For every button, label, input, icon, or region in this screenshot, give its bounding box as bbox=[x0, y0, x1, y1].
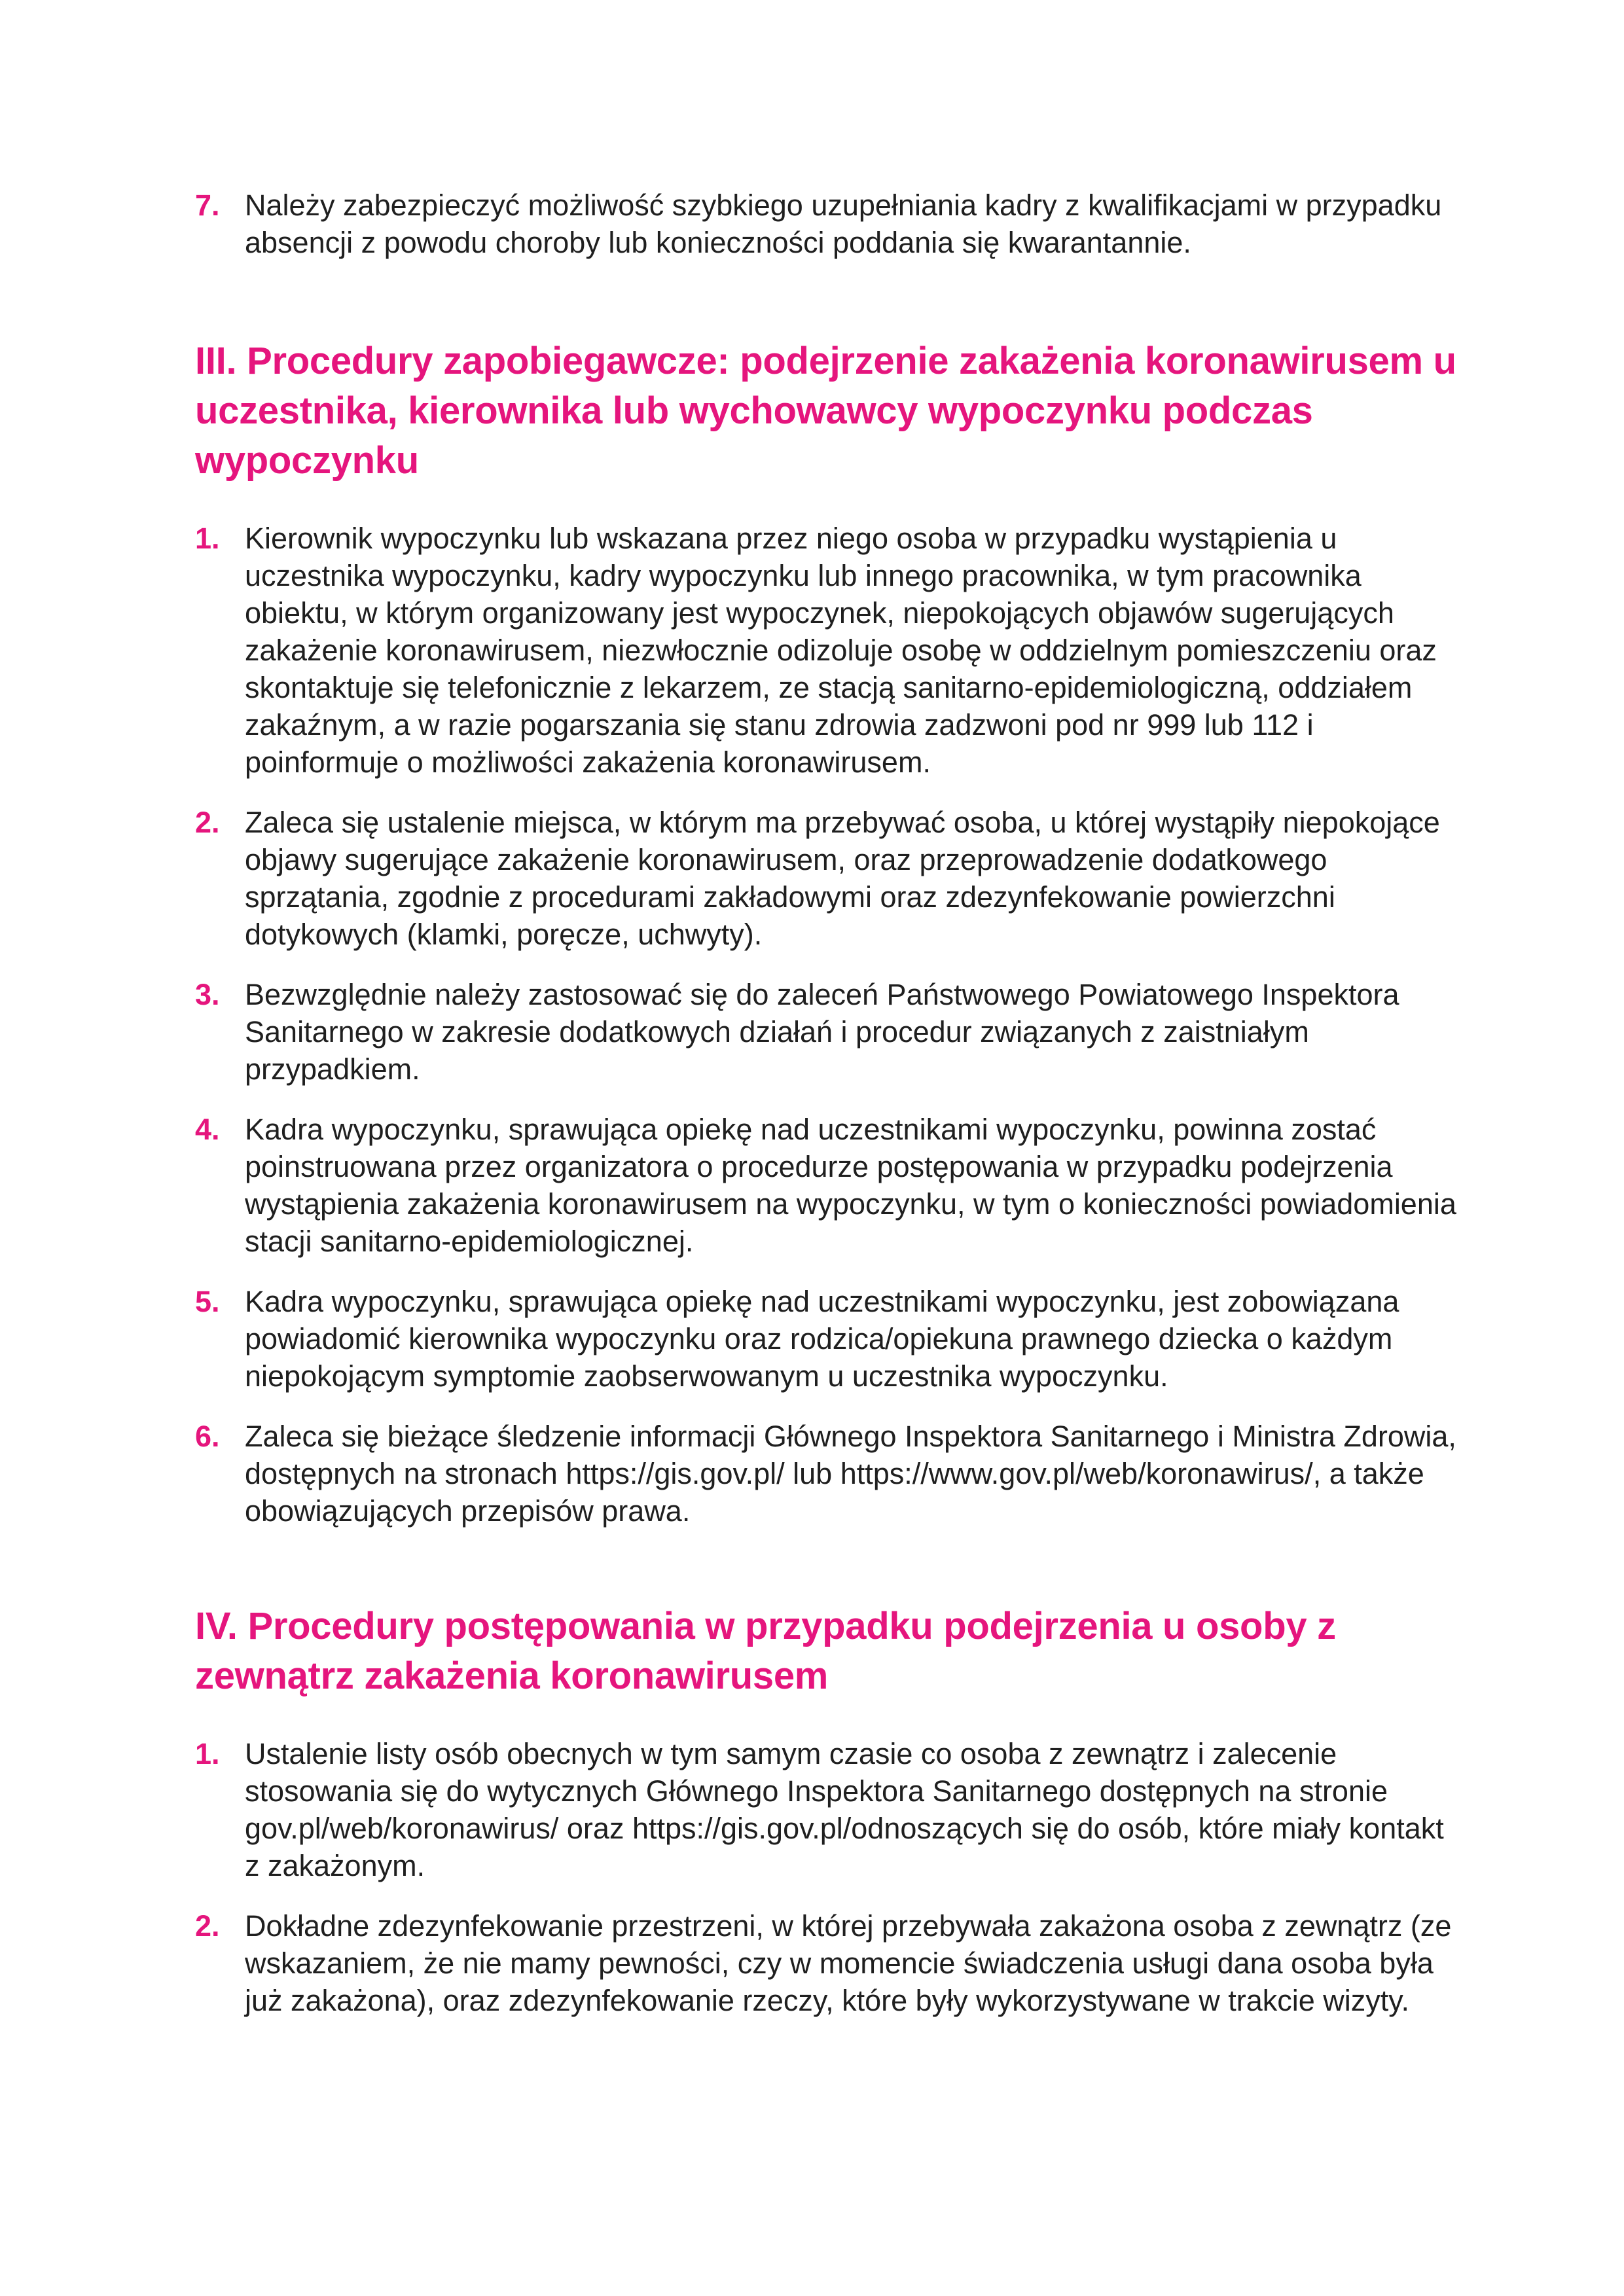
section-iv-list bbox=[195, 1735, 1465, 2019]
list-item-number: 2. bbox=[195, 1909, 220, 1943]
list-item bbox=[195, 1735, 1465, 1884]
list-item bbox=[195, 520, 1465, 781]
list-item bbox=[195, 976, 1465, 1088]
list-item bbox=[195, 804, 1465, 953]
top-list bbox=[195, 187, 1465, 261]
page-content bbox=[195, 187, 1465, 2042]
section-heading-iv: IV. Procedury postępowania w przypadku podejrzenia u osoby z zewnątrz zakażenia koronawirusem bbox=[195, 1605, 1336, 1697]
list-item-number: 4. bbox=[195, 1113, 220, 1146]
list-item-text: Należy zabezpieczyć możliwość szybkiego uzupełniania kadry z kwalifikacjami w przypadku absencji z powodu choroby lub konieczności poddania się kwarantannie. bbox=[245, 188, 1442, 259]
list-item-number: 5. bbox=[195, 1285, 220, 1318]
list-item bbox=[195, 1111, 1465, 1260]
list-item-number: 2. bbox=[195, 806, 220, 839]
list-item-number: 3. bbox=[195, 978, 220, 1011]
list-item-number: 1. bbox=[195, 522, 220, 555]
list-item bbox=[195, 1283, 1465, 1395]
list-item-text: Bezwzględnie należy zastosować się do zaleceń Państwowego Powiatowego Inspektora Sanitarnego w zakresie dodatkowych działań i procedur związanych z zaistniałym przypadkiem. bbox=[245, 978, 1399, 1086]
list-item-text: Kierownik wypoczynku lub wskazana przez niego osoba w przypadku wystąpienia u uczestnika wypoczynku, kadry wypoczynku lub innego pracownika, w tym pracownika obiektu, w którym organizowany jest wypoczynek, niepokojących objawów sugerujących zakażenie koronawirusem, niezwłocznie odizoluje osobę w oddzielnym pomieszczeniu oraz skontaktuje się telefonicznie z lekarzem, ze stacją sanitarno-epidemiologiczną, oddziałem zakaźnym, a w razie pogarszania się stanu zdrowia zadzwoni pod nr 999 lub 112 i poinformuje o możliwości zakażenia koronawirusem. bbox=[245, 522, 1437, 779]
list-item-text: Kadra wypoczynku, sprawująca opiekę nad uczestnikami wypoczynku, jest zobowiązana powiadomić kierownika wypoczynku oraz rodzica/opiekuna prawnego dziecka o każdym niepokojącym symptomie zaobserwowanym u uczestnika wypoczynku. bbox=[245, 1285, 1399, 1393]
list-item bbox=[195, 1907, 1465, 2019]
list-item-text: Kadra wypoczynku, sprawująca opiekę nad uczestnikami wypoczynku, powinna zostać poinstruowana przez organizatora o procedurze postępowania w przypadku podejrzenia wystąpienia zakażenia koronawirusem na wypoczynku, w tym o konieczności powiadomienia stacji sanitarno-epidemiologicznej. bbox=[245, 1113, 1456, 1258]
list-item bbox=[195, 1418, 1465, 1530]
list-item-text: Zaleca się ustalenie miejsca, w którym ma przebywać osoba, u której wystąpiły niepokojące objawy sugerujące zakażenie koronawirusem, oraz przeprowadzenie dodatkowego sprzątania, zgodnie z procedurami zakładowymi oraz zdezynfekowanie powierzchni dotykowych (klamki, poręcze, uchwyty). bbox=[245, 806, 1440, 951]
list-item-number: 7. bbox=[195, 188, 220, 222]
list-item-text: Zaleca się bieżące śledzenie informacji Głównego Inspektora Sanitarnego i Ministra Zdrowia, dostępnych na stronach https://gis.gov.pl/ lub https://www.gov.pl/web/koronawirus/, a także obowiązujących przepisów prawa. bbox=[245, 1420, 1456, 1528]
section-iii-list bbox=[195, 520, 1465, 1530]
section-heading-iii: III. Procedury zapobiegawcze: podejrzenie zakażenia koronawirusem u uczestnika, kierownika lub wychowawcy wypoczynku podczas wypoczynku bbox=[195, 340, 1456, 482]
list-item-number: 6. bbox=[195, 1420, 220, 1453]
list-item bbox=[195, 187, 1465, 261]
list-item-number: 1. bbox=[195, 1737, 220, 1770]
list-item-text: Ustalenie listy osób obecnych w tym samym czasie co osoba z zewnątrz i zalecenie stosowania się do wytycznych Głównego Inspektora Sanitarnego dostępnych na stronie gov.pl/web/koronawirus/ oraz https://gis.gov.pl/odnoszących się do osób, które miały kontakt z zakażonym. bbox=[245, 1737, 1444, 1882]
list-item-text: Dokładne zdezynfekowanie przestrzeni, w której przebywała zakażona osoba z zewnątrz (ze wskazaniem, że nie mamy pewności, czy w momencie świadczenia usługi dana osoba była już zakażona), oraz zdezynfekowanie rzeczy, które były wykorzystywane w trakcie wizyty. bbox=[245, 1909, 1452, 2017]
